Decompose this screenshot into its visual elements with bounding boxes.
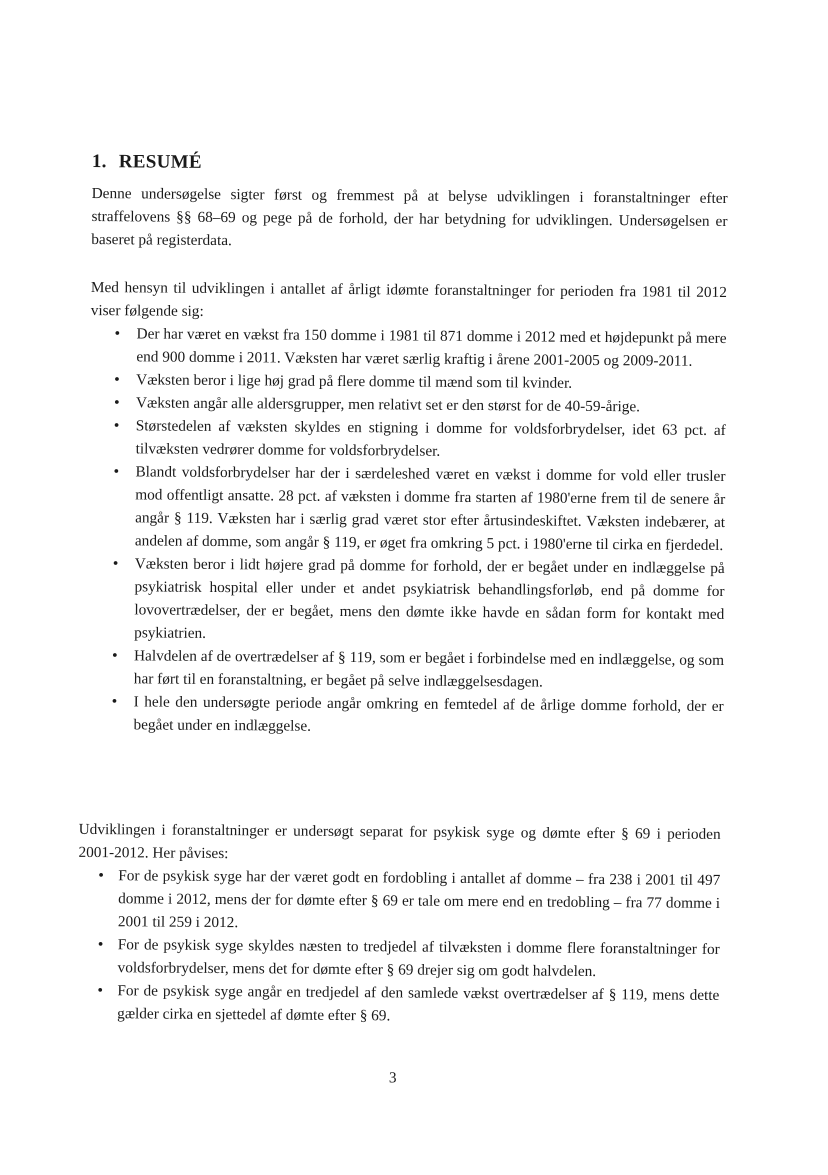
section-development-1981-2012 [87,276,727,741]
section-psychiatric-2001-2012 [77,818,721,1030]
list-item: • For de psykisk syge skyldes næsten to tredjedel af tilvæksten i domme flere foranstaltninger for voldsforbrydelser, mens det for dømte efter § 69 drejer sig om godt halvdelen. [77,933,719,984]
list-item: • For de psykisk syge angår en tredjedel af den samlede vækst overtrædelser af § 119, mens dette gælder cirka en sjettedel af dømte efter § 69. [77,979,719,1030]
section2-bullet-list [87,322,726,741]
list-item: • Størstedelen af væksten skyldes en stigning i domme for voldsforbrydelser, idet 63 pct. af tilvæksten vedrører domme for voldsforbrydelser. [90,414,726,465]
list-item: • I hele den undersøgte periode angår omkring en femtedel af de årlige domme forhold, der er begået under en indlæggelse. [87,690,723,741]
list-item: • Der har været en vækst fra 150 domme i 1981 til 871 domme i 2012 med et højdepunkt på mere end 900 domme i 2011. Væksten har været særlig kraftig i årene 2001-2005 og 2009-2011. [90,322,726,373]
intro-paragraph: Denne undersøgelse sigter først og fremmest på at belyse udviklingen i foranstaltninger efter straffelovens §§ 68–69 og pege på de forhold, der har betydning for udviklingen. Undersøgelsen er baseret på registerdata. [91,185,728,250]
heading-number: 1. [91,151,107,173]
heading-title: RESUMÉ [118,151,202,173]
section3-bullet-list [77,864,720,1030]
list-item: • Væksten angår alle aldersgrupper, men relativt set er den størst for de 40-59-årige. [90,391,726,419]
list-item: • Væksten beror i lidt højere grad på domme for forhold, der er begået under en indlæggelse på psykiatrisk hospital eller under et andet psykiatrisk behandlingsforløb, end på domme for lovovertrædelser, der er begået, mens den dømte ikke havde en sådan form for kontakt med psykiatrien. [88,552,725,649]
section2-lead: Med hensyn til udviklingen i antallet af årligt idømte foranstaltninger for perioden fra 1981 til 2012 viser følgende sig: [90,279,727,320]
list-item: • Blandt voldsforbrydelser har der i særdeleshed været en vækst i domme for vold eller trusler mod offentligt ansatte. 28 pct. af væksten i domme fra starten af 1980'erne frem til de senere år angår § 119. Væksten har i særlig grad været stor efter årtusindeskiftet. Væksten indebærer, at andelen af domme, som angår § 119, er øget fra omkring 5 pct. i 1980'erne til cirka en fjerdedel. [89,460,726,557]
section3-lead: Udviklingen i foranstaltninger er undersøgt separat for psykisk syge og dømte efter § 69 i perioden 2001-2012. Her påvises: [78,820,721,863]
list-item: • For de psykisk syge har der været godt en fordobling i antallet af domme – fra 238 i 2001 til 497 domme i 2012, mens der for dømte efter § 69 er tale om mere end en tredobling – fra 77 domme i 2001 til 259 i 2012. [78,864,721,938]
list-item: • Væksten beror i lige høj grad på flere domme til mænd som til kvinder. [90,368,726,396]
section-heading [92,150,202,175]
list-item: • Halvdelen af de overtrædelser af § 119, som er begået i forbindelse med en indlæggelse, og som har ført til en foranstaltning, er begået på selve indlæggelsesdagen. [88,644,724,695]
page-number: 3 [388,1069,397,1087]
